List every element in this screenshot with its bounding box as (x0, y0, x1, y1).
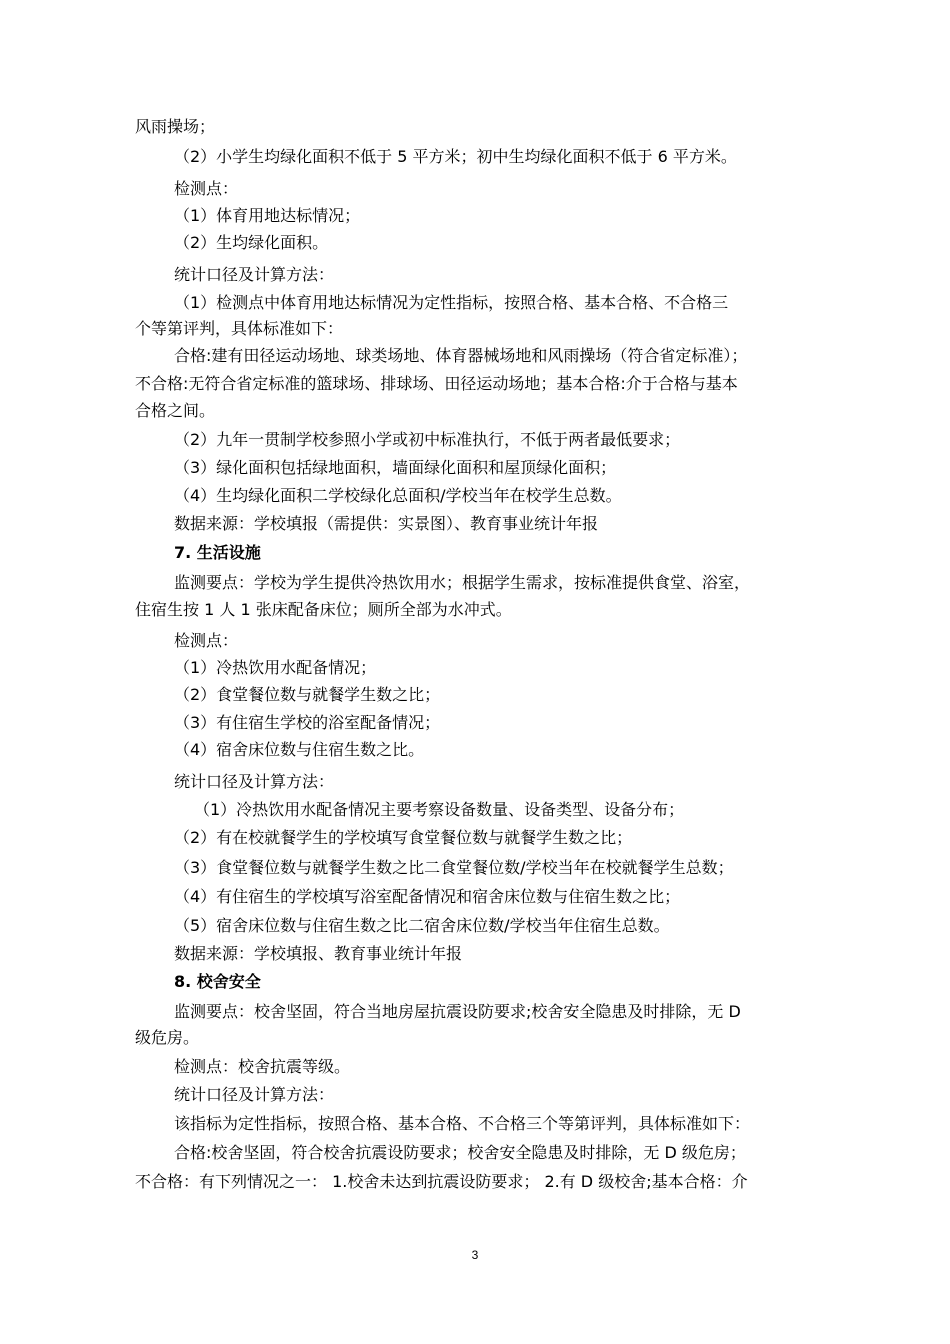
text-line: 检测点： (174, 179, 239, 198)
text-line: （3）食堂餐位数与就餐学生数之比二食堂餐位数/学校当年在校就餐学生总数； (174, 858, 734, 877)
text-line: （2）食堂餐位数与就餐学生数之比； (174, 685, 441, 704)
text-line: 检测点：校舍抗震等级。 (174, 1057, 351, 1076)
text-line: 合格:校舍坚固，符合校舍抗震设防要求；校舍安全隐患及时排除，无 D 级危房； (174, 1143, 746, 1162)
text-line: （2）有在校就餐学生的学校填写食堂餐位数与就餐学生数之比； (174, 828, 633, 847)
text-line: （1）体育用地达标情况； (174, 206, 361, 225)
text-line: 统计口径及计算方法： (174, 265, 335, 284)
text-line: （3）有住宿生学校的浴室配备情况； (174, 713, 441, 732)
text-line: （5）宿舍床位数与住宿生数之比二宿舍床位数/学校当年住宿生总数。 (174, 916, 670, 935)
text-line: （3）绿化面积包括绿地面积，墙面绿化面积和屋顶绿化面积； (174, 458, 617, 477)
text-line: （4）生均绿化面积二学校绿化总面积/学校当年在校学生总数。 (174, 486, 622, 505)
text-line: 不合格:无符合省定标准的篮球场、排球场、田径运动场地；基本合格:介于合格与基本 (135, 374, 738, 393)
page-number: 3 (471, 1248, 479, 1262)
text-line: 个等第评判，具体标准如下： (135, 319, 344, 338)
text-line: 住宿生按 1 人 1 张床配备床位；厕所全部为水冲式。 (135, 600, 512, 619)
text-line: （4）宿舍床位数与住宿生数之比。 (174, 740, 425, 759)
text-line: （1）冷热饮用水配备情况； (174, 658, 377, 677)
text-line: （2）生均绿化面积。 (174, 233, 329, 252)
text-line: 数据来源：学校填报、教育事业统计年报 (174, 944, 463, 963)
text-line: （4）有住宿生的学校填写浴室配备情况和宿舍床位数与住宿生数之比； (174, 887, 681, 906)
section-heading: 7. 生活设施 (174, 543, 261, 562)
text-line: 检测点： (174, 631, 239, 650)
text-line: 数据来源：学校填报（需提供：实景图）、教育事业统计年报 (174, 514, 599, 533)
text-line: （2）小学生均绿化面积不低于 5 平方米；初中生均绿化面积不低于 6 平方米。 (174, 147, 737, 166)
text-line: 合格之间。 (135, 401, 216, 420)
text-line: 监测要点：学校为学生提供冷热饮用水；根据学生需求，按标准提供食堂、浴室， (174, 573, 751, 592)
text-line: 监测要点：校舍坚固，符合当地房屋抗震设防要求;校舍安全隐患及时排除，无 D (174, 1002, 741, 1021)
text-line: （1）检测点中体育用地达标情况为定性指标，按照合格、基本合格、不合格三 (174, 293, 729, 312)
text-line: 合格:建有田径运动场地、球类场地、体育器械场地和风雨操场（符合省定标准）； (174, 346, 748, 365)
text-line: 风雨操场； (135, 117, 216, 136)
section-heading: 8. 校舍安全 (174, 972, 261, 991)
text-line: （1）冷热饮用水配备情况主要考察设备数量、设备类型、设备分布； (194, 800, 685, 819)
text-line: （2）九年一贯制学校参照小学或初中标准执行，不低于两者最低要求； (174, 430, 681, 449)
text-line: 不合格：有下列情况之一： 1.校舍未达到抗震设防要求； 2.有 D 级校舍;基本合格：介 (135, 1172, 748, 1191)
text-line: 统计口径及计算方法： (174, 1085, 335, 1104)
text-line: 级危房。 (135, 1028, 200, 1047)
text-line: 该指标为定性指标，按照合格、基本合格、不合格三个等第评判，具体标准如下： (174, 1114, 751, 1133)
text-line: 统计口径及计算方法： (174, 772, 335, 791)
